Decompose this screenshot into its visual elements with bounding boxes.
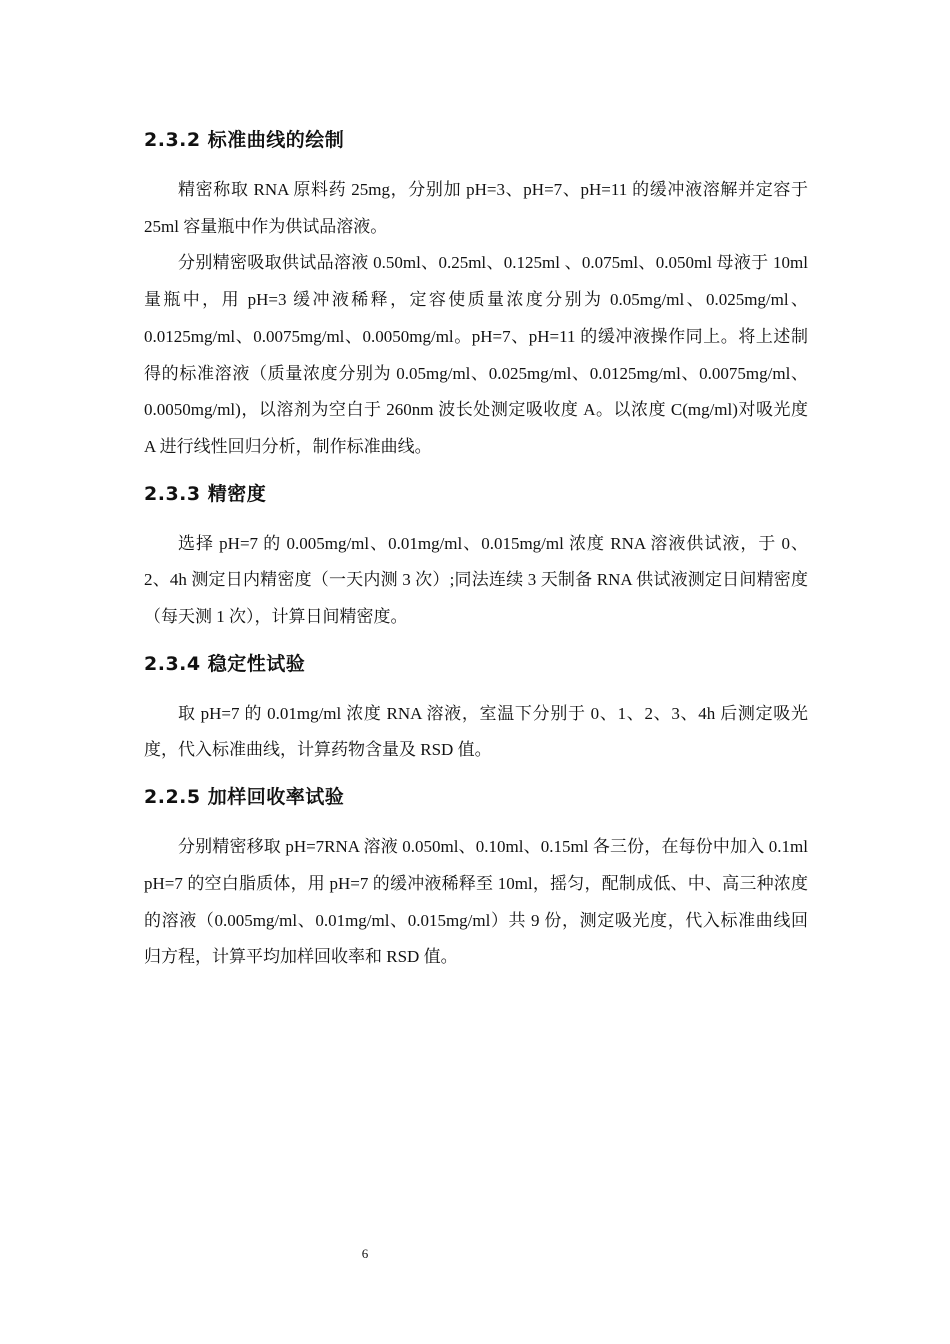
page-content [144, 120, 808, 976]
section-heading-2-2-5: 2.2.5 加样回收率试验 [144, 786, 345, 809]
section-heading-2-3-3: 2.3.3 精密度 [144, 482, 267, 505]
section-heading-2-3-2: 2.3.2 标准曲线的绘制 [144, 129, 345, 151]
section-2-3-2-paragraph-2: 分别精密吸取供试品溶液 0.50ml、0.25ml、0.125ml 、0.075ml、0.050ml 母液于 10ml 量瓶中，用 pH=3 缓冲液稀释，定容使质量浓度分别为 0.05mg/ml、0.025mg/ml、0.0125mg/ml、0.0075mg/ml、0.0050mg/ml。pH=7、pH=11 的缓冲液操作同上。将上述制得的标准溶液（质量浓度分别为 0.05mg/ml、0.025mg/ml、0.0125mg/ml、0.0075mg/ml、0.0050mg/ml)，以溶剂为空白于 260nm 波长处测定吸收度 A。以浓度 C(mg/ml)对吸光度 A 进行线性回归分析，制作标准曲线。 [144, 253, 808, 456]
page-number: 6 [361, 1246, 369, 1261]
section-2-3-2-paragraph-1: 精密称取 RNA 原料药 25mg，分别加 pH=3、pH=7、pH=11 的缓冲液溶解并定容于 25ml 容量瓶中作为供试品溶液。 [144, 180, 808, 236]
section-heading-2-3-4: 2.3.4 稳定性试验 [144, 652, 306, 675]
section-2-3-3-paragraph-1: 选择 pH=7 的 0.005mg/ml、0.01mg/ml、0.015mg/ml 浓度 RNA 溶液供试液，于 0、2、4h 测定日内精密度（一天内测 3 次）;同法连续 3 天制备 RNA 供试液测定日间精密度（每天测 1 次），计算日间精密度。 [144, 533, 808, 627]
section-2-2-5-paragraph-1: 分别精密移取 pH=7RNA 溶液 0.050ml、0.10ml、0.15ml 各三份，在每份中加入 0.1ml pH=7 的空白脂质体，用 pH=7 的缓冲液稀释至 10ml，摇匀，配制成低、中、高三种浓度的溶液（0.005mg/ml、0.01mg/ml、0.015mg/ml）共 9 份，测定吸光度，代入标准曲线回归方程，计算平均加样回收率和 RSD 值。 [144, 837, 808, 967]
section-2-3-4-paragraph-1: 取 pH=7 的 0.01mg/ml 浓度 RNA 溶液，室温下分别于 0、1、2、3、4h 后测定吸光度，代入标准曲线，计算药物含量及 RSD 值。 [144, 703, 808, 760]
